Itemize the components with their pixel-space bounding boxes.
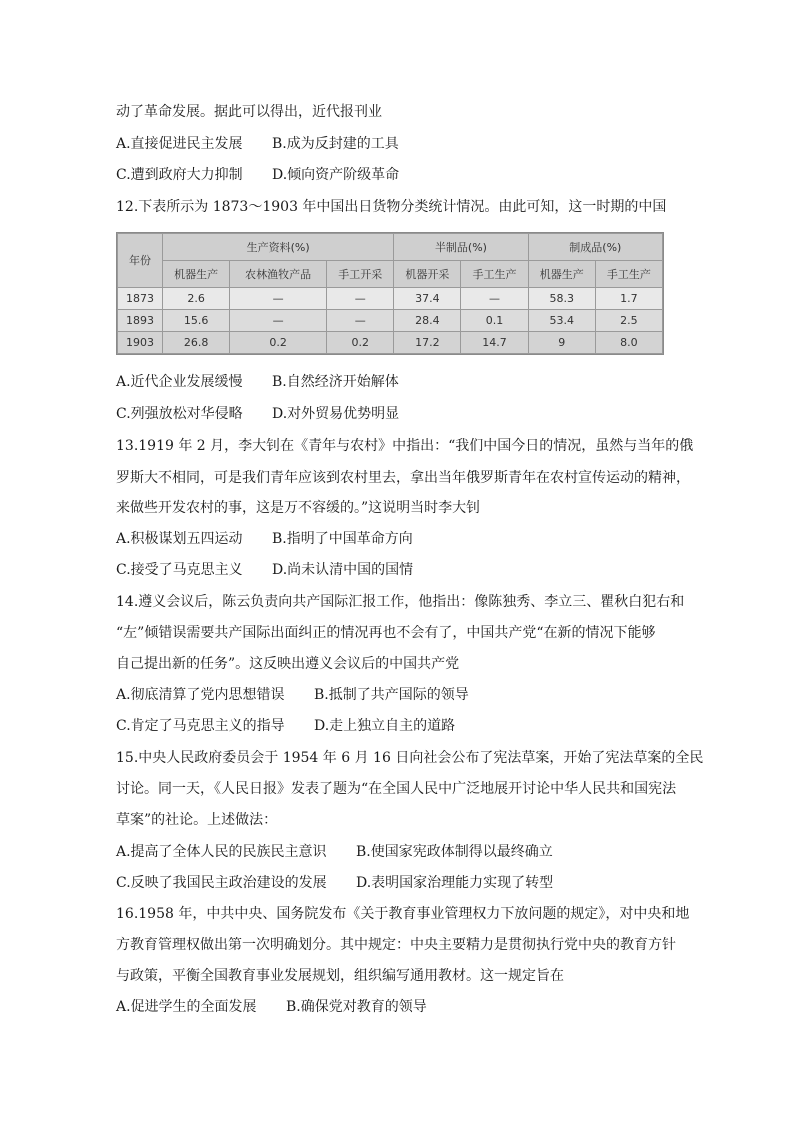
q14-stem-line-3: 自己提出新的任务”。这反映出遵义会议后的中国共产党 xyxy=(116,656,460,672)
table-row xyxy=(118,331,663,353)
table-cell: — xyxy=(327,287,394,309)
table-cell: 9 xyxy=(528,331,595,353)
table-cell: 37.4 xyxy=(394,287,461,309)
table-year-header: 年份 xyxy=(118,234,163,288)
table-row xyxy=(118,287,663,309)
table-cell: — xyxy=(230,287,327,309)
table-cell: 14.7 xyxy=(461,331,528,353)
q11-option-a: A.直接促进民主发展 xyxy=(116,136,243,152)
q16-stem-line-2: 方教育管理权做出第一次明确划分。其中规定：中央主要精力是贯彻执行党中央的教育方针 xyxy=(116,937,676,953)
table-cell: 0.2 xyxy=(230,331,327,353)
table-cell: 28.4 xyxy=(394,309,461,331)
q11-option-b: B.成为反封建的工具 xyxy=(272,136,399,152)
q12-option-b: B.自然经济开始解体 xyxy=(272,374,399,390)
table-group-header: 生产资料(%) xyxy=(163,234,394,261)
q16-option-a: A.促进学生的全面发展 xyxy=(116,999,257,1015)
table-cell: 0.1 xyxy=(461,309,528,331)
q12-stem: 12.下表所示为 1873～1903 年中国出日货物分类统计情况。由此可知，这一时期的中国 xyxy=(116,199,667,215)
q14-option-b: B.抵制了共产国际的领导 xyxy=(314,687,469,703)
table-cell: 53.4 xyxy=(528,309,595,331)
q14-stem-line-2: “左”倾错误需要共产国际出面纠正的情况再也不会有了，中国共产党“在新的情况下能够 xyxy=(116,625,656,641)
q11-option-c: C.遭到政府大力抑制 xyxy=(116,167,243,183)
q13-stem-line-1: 13.1919 年 2 月，李大钊在《青年与农村》中指出：“我们中国今日的情况，虽然与当年的俄 xyxy=(116,438,694,454)
table-cell: 58.3 xyxy=(528,287,595,309)
q14-stem-line-1: 14.遵义会议后，陈云负责向共产国际汇报工作，他指出：像陈独秀、李立三、瞿秋白犯右和 xyxy=(116,594,685,610)
table-cell-year: 1873 xyxy=(118,287,163,309)
q13-option-b: B.指明了中国革命方向 xyxy=(272,531,413,547)
table-cell: — xyxy=(327,309,394,331)
q16-stem-line-3: 与政策，平衡全国教育事业发展规划，组织编写通用教材。这一规定旨在 xyxy=(116,968,564,984)
q12-option-d: D.对外贸易优势明显 xyxy=(272,406,400,422)
q13-option-a: A.积极谋划五四运动 xyxy=(116,531,243,547)
q16-option-b: B.确保党对教育的领导 xyxy=(286,999,427,1015)
table-cell: — xyxy=(230,309,327,331)
table-row xyxy=(118,309,663,331)
table-cell: — xyxy=(461,287,528,309)
table-subheader: 机器生产 xyxy=(163,260,230,287)
table-group-header: 制成品(%) xyxy=(528,234,662,261)
q15-option-d: D.表明国家治理能力实现了转型 xyxy=(356,875,554,891)
table-subheader: 农林渔牧产品 xyxy=(230,260,327,287)
q12-option-c: C.列强放松对华侵略 xyxy=(116,406,243,422)
table-cell: 2.6 xyxy=(163,287,230,309)
q15-option-a: A.提高了全体人民的民族民主意识 xyxy=(116,844,327,860)
q12-option-a: A.近代企业发展缓慢 xyxy=(116,374,243,390)
table-cell: 0.2 xyxy=(327,331,394,353)
table-subheader: 手工生产 xyxy=(461,260,528,287)
table-cell: 8.0 xyxy=(595,331,662,353)
table-cell: 2.5 xyxy=(595,309,662,331)
table-subheader: 手工开采 xyxy=(327,260,394,287)
q15-stem-line-2: 讨论。同一天，《人民日报》发表了题为“在全国人民中广泛地展开讨论中华人民共和国宪法 xyxy=(116,781,677,797)
q11-option-d: D.倾向资产阶级革命 xyxy=(272,167,400,183)
q13-option-d: D.尚未认清中国的国情 xyxy=(272,562,414,578)
table-subheader: 机器开采 xyxy=(394,260,461,287)
table-cell-year: 1903 xyxy=(118,331,163,353)
table-subheader: 手工生产 xyxy=(595,260,662,287)
table-subheader: 机器生产 xyxy=(528,260,595,287)
q13-stem-line-3: 来做些开发农村的事，这是万不容缓的。”这说明当时李大钊 xyxy=(116,500,481,516)
export-statistics-table xyxy=(116,232,664,355)
q15-stem-line-1: 15.中央人民政府委员会于 1954 年 6 月 16 日向社会公布了宪法草案，开始了宪法草案的全民 xyxy=(116,750,704,766)
table-cell: 15.6 xyxy=(163,309,230,331)
q14-option-d: D.走上独立自主的道路 xyxy=(314,718,456,734)
q15-option-c: C.反映了我国民主政治建设的发展 xyxy=(116,875,327,891)
q11-stem-tail: 动了革命发展。据此可以得出，近代报刊业 xyxy=(116,104,382,120)
q13-option-c: C.接受了马克思主义 xyxy=(116,562,243,578)
table-cell: 1.7 xyxy=(595,287,662,309)
table-cell: 26.8 xyxy=(163,331,230,353)
table-cell-year: 1893 xyxy=(118,309,163,331)
q13-stem-line-2: 罗斯大不相同，可是我们青年应该到农村里去，拿出当年俄罗斯青年在农村宣传运动的精神， xyxy=(116,470,690,486)
q15-option-b: B.使国家宪政体制得以最终确立 xyxy=(356,844,553,860)
q14-option-a: A.彻底清算了党内思想错误 xyxy=(116,687,285,703)
q14-option-c: C.肯定了马克思主义的指导 xyxy=(116,718,285,734)
table-group-header: 半制品(%) xyxy=(394,234,528,261)
table-cell: 17.2 xyxy=(394,331,461,353)
q16-stem-line-1: 16.1958 年，中共中央、国务院发布《关于教育事业管理权力下放问题的规定》，对中央和地 xyxy=(116,906,690,922)
q15-stem-line-3: 草案”的社论。上述做法： xyxy=(116,812,278,828)
